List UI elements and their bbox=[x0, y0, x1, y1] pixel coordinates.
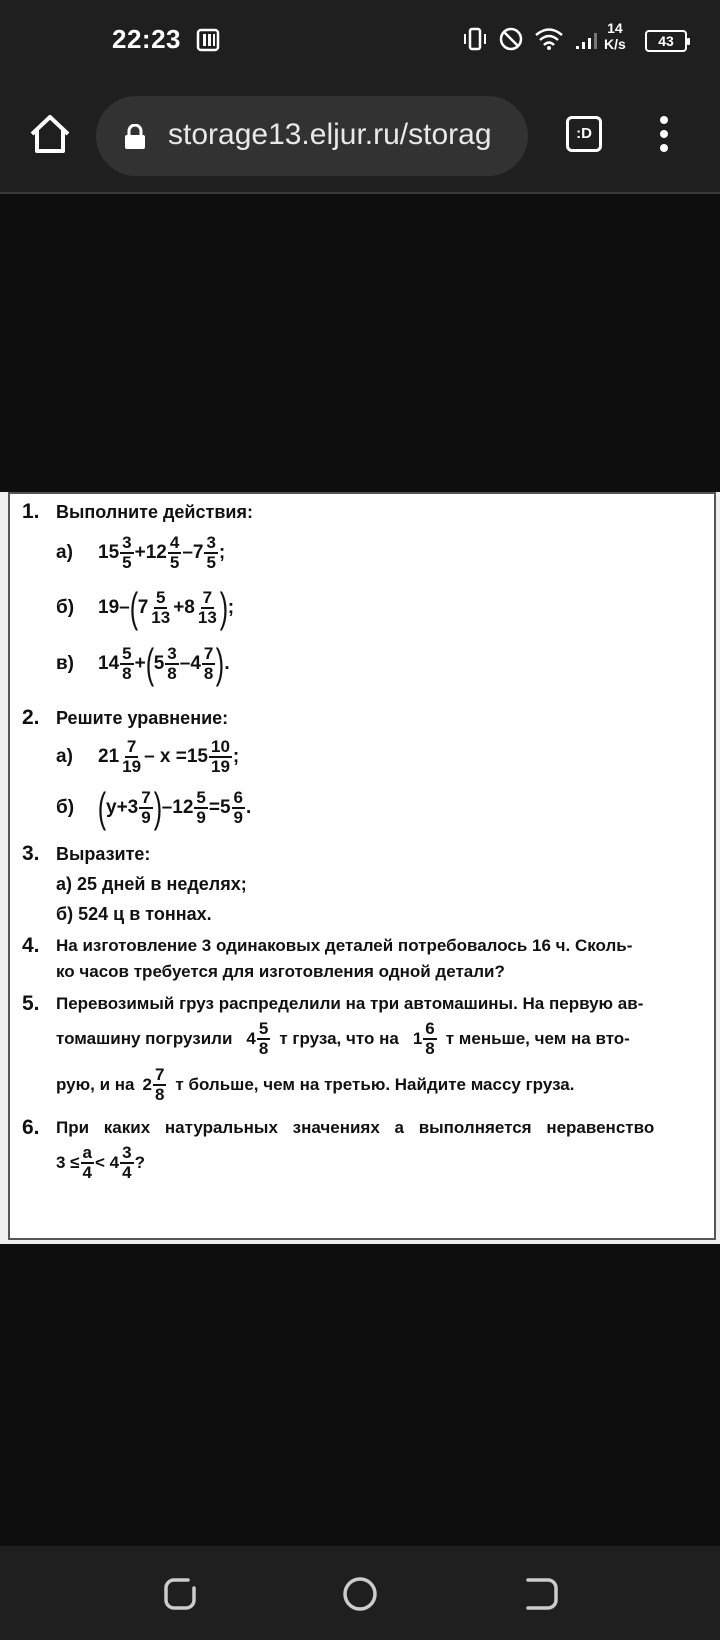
numerator: 5 bbox=[196, 788, 206, 807]
address-bar[interactable] bbox=[96, 96, 528, 176]
numerator: 3 bbox=[122, 533, 132, 552]
close-paren: ) bbox=[216, 640, 225, 687]
fraction bbox=[120, 1144, 133, 1182]
fraction bbox=[196, 589, 219, 627]
fraction bbox=[81, 1144, 94, 1182]
numerator: 4 bbox=[169, 533, 180, 552]
task-1a-end: ; bbox=[218, 542, 226, 563]
task-1b-w1: 19– bbox=[98, 597, 130, 618]
numerator: 7 bbox=[126, 737, 137, 756]
do-not-disturb-icon bbox=[498, 26, 524, 52]
task-1a-op2: –7 bbox=[182, 542, 204, 563]
numerator: 6 bbox=[233, 788, 244, 807]
task-1b-end: ; bbox=[227, 597, 235, 618]
network-speed-value: 14 bbox=[607, 20, 623, 36]
fraction bbox=[194, 789, 207, 827]
task-2b-w1: y+3 bbox=[106, 797, 139, 818]
url-text[interactable]: storage13.eljur.ru/storag bbox=[168, 118, 492, 151]
worksheet bbox=[8, 492, 716, 1240]
task-5-line-1: Перевозимый груз распределили на три автомашины. На первую ав- bbox=[56, 994, 644, 1013]
open-paren: ( bbox=[145, 640, 154, 687]
fraction bbox=[120, 645, 133, 683]
task-6-op: < 4 bbox=[94, 1153, 120, 1172]
denominator: 19 bbox=[210, 757, 230, 776]
denominator: 8 bbox=[154, 1085, 165, 1104]
open-paren: ( bbox=[97, 784, 107, 831]
fraction bbox=[139, 789, 152, 827]
task-2b-op2: =5 bbox=[208, 797, 231, 818]
denominator: 9 bbox=[233, 808, 244, 827]
task-5-l2w2: 1 bbox=[412, 1029, 423, 1048]
task-1c-label: в) bbox=[56, 653, 75, 674]
notification-app-icon bbox=[196, 28, 220, 52]
task-4-number: 4. bbox=[22, 934, 40, 957]
numerator: 7 bbox=[141, 788, 151, 807]
task-4-line-2: ко часов требуется для изготовления одной детали? bbox=[56, 962, 505, 981]
task-1a-expression bbox=[56, 534, 225, 572]
more-options-icon[interactable] bbox=[650, 114, 678, 154]
task-1c-end: . bbox=[224, 653, 230, 674]
task-5-number: 5. bbox=[22, 992, 40, 1015]
numerator: 3 bbox=[122, 1143, 132, 1162]
task-2b-op1: –12 bbox=[161, 797, 194, 818]
task-2a-op1: – x =15 bbox=[144, 746, 208, 767]
task-1-title: Выполните действия: bbox=[56, 502, 253, 522]
task-6-line-1: При каких натуральных значениях a выполняется неравенство bbox=[56, 1118, 655, 1137]
task-5-l3w: 2 bbox=[142, 1075, 152, 1094]
denominator: 5 bbox=[169, 553, 180, 572]
denominator: 9 bbox=[196, 808, 206, 827]
task-2b-label: б) bbox=[56, 797, 75, 818]
numerator: 7 bbox=[154, 1065, 165, 1084]
task-1b-label: б) bbox=[56, 597, 75, 618]
task-5-l2b: т груза, что на bbox=[279, 1029, 399, 1048]
task-2a-expression bbox=[56, 738, 239, 776]
task-1c-expression bbox=[56, 640, 230, 687]
task-5-l3b: т больше, чем на третью. Найдите массу груза. bbox=[175, 1075, 575, 1094]
vibrate-icon bbox=[462, 26, 488, 52]
task-5-l3a: рую, и на bbox=[56, 1075, 135, 1094]
fraction bbox=[232, 789, 245, 827]
numerator: 10 bbox=[210, 737, 230, 756]
task-6-inequality bbox=[56, 1144, 145, 1182]
task-3a: а) 25 дней в неделях; bbox=[56, 874, 247, 894]
numerator: 5 bbox=[122, 644, 132, 663]
numerator: 3 bbox=[206, 533, 216, 552]
task-1c-op1: + bbox=[134, 653, 146, 674]
fraction bbox=[120, 534, 133, 572]
task-2-title: Решите уравнение: bbox=[56, 708, 229, 728]
task-5-line-2 bbox=[56, 1020, 630, 1058]
task-4-line-1: На изготовление 3 одинаковых деталей потребовалось 16 ч. Сколь- bbox=[56, 936, 633, 955]
close-paren: ) bbox=[153, 784, 162, 831]
fraction bbox=[120, 738, 143, 776]
task-3-number: 3. bbox=[22, 842, 40, 865]
home-icon[interactable] bbox=[28, 112, 72, 156]
tab-switcher-button[interactable]: :D bbox=[566, 116, 602, 152]
fraction bbox=[153, 1066, 166, 1104]
document-image bbox=[0, 492, 720, 1244]
task-5-l2c: т меньше, чем на вто- bbox=[445, 1029, 630, 1048]
denominator: 13 bbox=[151, 608, 171, 627]
task-5-l2w1: 4 bbox=[246, 1029, 256, 1048]
numerator: 7 bbox=[202, 588, 213, 607]
wifi-icon bbox=[534, 27, 564, 51]
task-1b-expression bbox=[56, 584, 235, 631]
task-2-number: 2. bbox=[22, 706, 40, 729]
close-paren: ) bbox=[219, 584, 228, 631]
task-2b-expression bbox=[56, 784, 252, 831]
denominator: 8 bbox=[258, 1039, 269, 1058]
task-1b-op1: +8 bbox=[173, 597, 195, 618]
task-1-number: 1. bbox=[22, 500, 40, 523]
signal-icon bbox=[574, 27, 604, 51]
network-speed bbox=[604, 20, 626, 52]
task-2a-w1: 21 bbox=[98, 746, 120, 767]
task-1c-w1: 14 bbox=[98, 653, 120, 674]
denominator: 8 bbox=[122, 664, 132, 683]
fraction bbox=[149, 589, 172, 627]
fraction bbox=[423, 1020, 436, 1058]
task-3b: б) 524 ц в тоннах. bbox=[56, 904, 212, 924]
numerator: 5 bbox=[156, 588, 166, 607]
denominator: 19 bbox=[122, 757, 142, 776]
task-3-title: Выразите: bbox=[56, 844, 151, 864]
numerator: 7 bbox=[203, 644, 214, 663]
task-5-line-3 bbox=[56, 1066, 574, 1104]
home-nav-icon[interactable] bbox=[338, 1572, 382, 1616]
denominator: 13 bbox=[197, 608, 217, 627]
denominator: 8 bbox=[167, 664, 177, 683]
numerator: 3 bbox=[167, 644, 177, 663]
fraction bbox=[209, 738, 232, 776]
denominator: 8 bbox=[425, 1039, 435, 1058]
task-1c-op2: –4 bbox=[179, 653, 201, 674]
denominator: 5 bbox=[206, 553, 216, 572]
task-2a-label: а) bbox=[56, 746, 73, 767]
task-6-w1: 3 ≤ bbox=[56, 1153, 80, 1172]
task-1a-op1: +12 bbox=[134, 542, 167, 563]
task-1a-label: а) bbox=[56, 542, 73, 563]
task-2a-end: ; bbox=[232, 746, 240, 767]
task-6-number: 6. bbox=[22, 1116, 40, 1139]
denominator: 4 bbox=[82, 1163, 92, 1182]
network-speed-unit: K/s bbox=[604, 36, 626, 52]
task-1a-w1: 15 bbox=[98, 542, 120, 563]
numerator: a bbox=[82, 1143, 92, 1162]
back-icon[interactable] bbox=[520, 1572, 564, 1616]
task-1c-w2: 5 bbox=[153, 653, 165, 674]
denominator: 8 bbox=[203, 664, 214, 683]
denominator: 9 bbox=[141, 808, 151, 827]
numerator: 5 bbox=[258, 1019, 269, 1038]
status-time: 22:23 bbox=[112, 24, 181, 54]
fraction bbox=[204, 534, 217, 572]
numerator: 6 bbox=[425, 1019, 435, 1038]
fraction bbox=[257, 1020, 270, 1058]
battery-indicator: 43 bbox=[645, 30, 687, 52]
task-5-l2a: томашину погрузили bbox=[56, 1029, 233, 1048]
fraction bbox=[168, 534, 181, 572]
fraction bbox=[202, 645, 215, 683]
recent-apps-icon[interactable] bbox=[158, 1572, 202, 1616]
fraction bbox=[165, 645, 178, 683]
open-paren: ( bbox=[129, 584, 138, 631]
task-6-end: ? bbox=[134, 1153, 145, 1172]
denominator: 4 bbox=[122, 1163, 132, 1182]
task-2b-end: . bbox=[246, 797, 252, 818]
lock-icon[interactable] bbox=[124, 124, 146, 150]
task-1b-w2: 7 bbox=[137, 597, 149, 618]
denominator: 5 bbox=[122, 553, 132, 572]
navigation-bar bbox=[0, 1546, 720, 1640]
status-bar bbox=[0, 0, 720, 84]
browser-toolbar bbox=[0, 84, 720, 194]
